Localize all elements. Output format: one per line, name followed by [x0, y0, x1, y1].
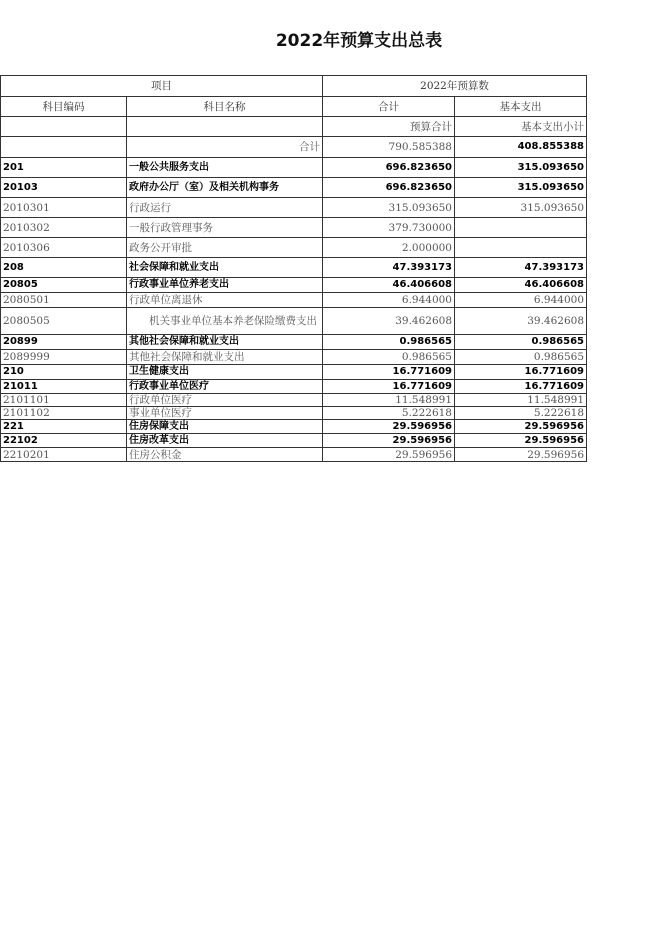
row-code: 2080505 — [1, 308, 127, 335]
row-code: 2010306 — [1, 238, 127, 258]
row-total: 29.596956 — [323, 448, 455, 462]
row-basic: 0.986565 — [455, 335, 587, 350]
header-budget-year: 2022年预算数 — [323, 76, 587, 97]
row-code: 2101102 — [1, 407, 127, 420]
header-empty-code — [1, 117, 127, 137]
row-basic: 315.093650 — [455, 198, 587, 218]
row-total: 2.000000 — [323, 238, 455, 258]
row-basic: 0.986565 — [455, 350, 587, 365]
row-total: 696.823650 — [323, 158, 455, 178]
total-row-label: 合计 — [127, 137, 323, 158]
total-row — [1, 137, 587, 158]
row-basic: 29.596956 — [455, 434, 587, 448]
row-code: 21011 — [1, 380, 127, 394]
row-total: 16.771609 — [323, 365, 455, 380]
header-row-2 — [1, 97, 587, 117]
table-row — [1, 407, 587, 420]
row-name: 社会保障和就业支出 — [127, 258, 323, 278]
row-name: 住房保障支出 — [127, 420, 323, 434]
header-row-1 — [1, 76, 587, 97]
row-basic: 39.462608 — [455, 308, 587, 335]
row-basic: 315.093650 — [455, 178, 587, 198]
row-code: 2010302 — [1, 218, 127, 238]
row-total: 315.093650 — [323, 198, 455, 218]
row-total: 0.986565 — [323, 350, 455, 365]
row-name: 机关事业单位基本养老保险缴费支出 — [127, 308, 323, 335]
row-code: 221 — [1, 420, 127, 434]
row-total: 39.462608 — [323, 308, 455, 335]
page-title: 2022年预算支出总表 — [275, 31, 443, 51]
row-basic: 11.548991 — [455, 394, 587, 407]
row-name: 政务公开审批 — [127, 238, 323, 258]
table-row — [1, 434, 587, 448]
row-total: 46.406608 — [323, 278, 455, 293]
table-row — [1, 198, 587, 218]
row-name: 住房公积金 — [127, 448, 323, 462]
total-row-basic: 408.855388 — [455, 137, 587, 158]
row-name: 一般行政管理事务 — [127, 218, 323, 238]
table-row — [1, 420, 587, 434]
table-row — [1, 394, 587, 407]
header-total: 合计 — [323, 97, 455, 117]
row-basic: 6.944000 — [455, 293, 587, 308]
header-basic: 基本支出 — [455, 97, 587, 117]
row-code: 208 — [1, 258, 127, 278]
row-code: 20899 — [1, 335, 127, 350]
row-total: 16.771609 — [323, 380, 455, 394]
row-basic: 29.596956 — [455, 420, 587, 434]
row-code: 20805 — [1, 278, 127, 293]
row-code: 22102 — [1, 434, 127, 448]
table-row — [1, 448, 587, 462]
row-basic — [455, 238, 587, 258]
row-total: 47.393173 — [323, 258, 455, 278]
row-code: 2101101 — [1, 394, 127, 407]
row-basic: 16.771609 — [455, 365, 587, 380]
row-total: 5.222618 — [323, 407, 455, 420]
table-row — [1, 238, 587, 258]
row-total: 0.986565 — [323, 335, 455, 350]
row-basic: 16.771609 — [455, 380, 587, 394]
header-empty-name — [127, 117, 323, 137]
row-basic: 29.596956 — [455, 448, 587, 462]
row-code: 2010301 — [1, 198, 127, 218]
table-row — [1, 218, 587, 238]
row-total: 29.596956 — [323, 434, 455, 448]
row-code: 201 — [1, 158, 127, 178]
row-total: 379.730000 — [323, 218, 455, 238]
table-row — [1, 258, 587, 278]
row-basic — [455, 218, 587, 238]
row-code: 20103 — [1, 178, 127, 198]
row-basic: 5.222618 — [455, 407, 587, 420]
row-basic: 47.393173 — [455, 258, 587, 278]
row-name: 行政单位医疗 — [127, 394, 323, 407]
row-name: 行政事业单位养老支出 — [127, 278, 323, 293]
header-code: 科目编码 — [1, 97, 127, 117]
row-name: 行政单位离退休 — [127, 293, 323, 308]
table-row — [1, 335, 587, 350]
table-row — [1, 350, 587, 365]
row-name: 一般公共服务支出 — [127, 158, 323, 178]
table-row — [1, 308, 587, 335]
row-name: 其他社会保障和就业支出 — [127, 335, 323, 350]
header-project: 项目 — [1, 76, 323, 97]
table-row — [1, 178, 587, 198]
row-total: 696.823650 — [323, 178, 455, 198]
budget-table — [0, 75, 587, 462]
table-row — [1, 365, 587, 380]
header-row-3 — [1, 117, 587, 137]
header-budget-total: 预算合计 — [323, 117, 455, 137]
table-row — [1, 158, 587, 178]
table-row — [1, 278, 587, 293]
row-name: 事业单位医疗 — [127, 407, 323, 420]
header-name: 科目名称 — [127, 97, 323, 117]
row-basic: 315.093650 — [455, 158, 587, 178]
row-code: 2210201 — [1, 448, 127, 462]
row-total: 29.596956 — [323, 420, 455, 434]
row-name: 行政事业单位医疗 — [127, 380, 323, 394]
table-row — [1, 380, 587, 394]
row-name: 行政运行 — [127, 198, 323, 218]
total-row-total: 790.585388 — [323, 137, 455, 158]
row-total: 11.548991 — [323, 394, 455, 407]
row-code: 210 — [1, 365, 127, 380]
row-name: 住房改革支出 — [127, 434, 323, 448]
row-basic: 46.406608 — [455, 278, 587, 293]
row-name: 政府办公厅（室）及相关机构事务 — [127, 178, 323, 198]
row-name: 卫生健康支出 — [127, 365, 323, 380]
row-code: 2089999 — [1, 350, 127, 365]
table-row — [1, 293, 587, 308]
row-name: 其他社会保障和就业支出 — [127, 350, 323, 365]
header-basic-subtotal: 基本支出小计 — [455, 117, 587, 137]
total-row-code — [1, 137, 127, 158]
row-total: 6.944000 — [323, 293, 455, 308]
row-code: 2080501 — [1, 293, 127, 308]
